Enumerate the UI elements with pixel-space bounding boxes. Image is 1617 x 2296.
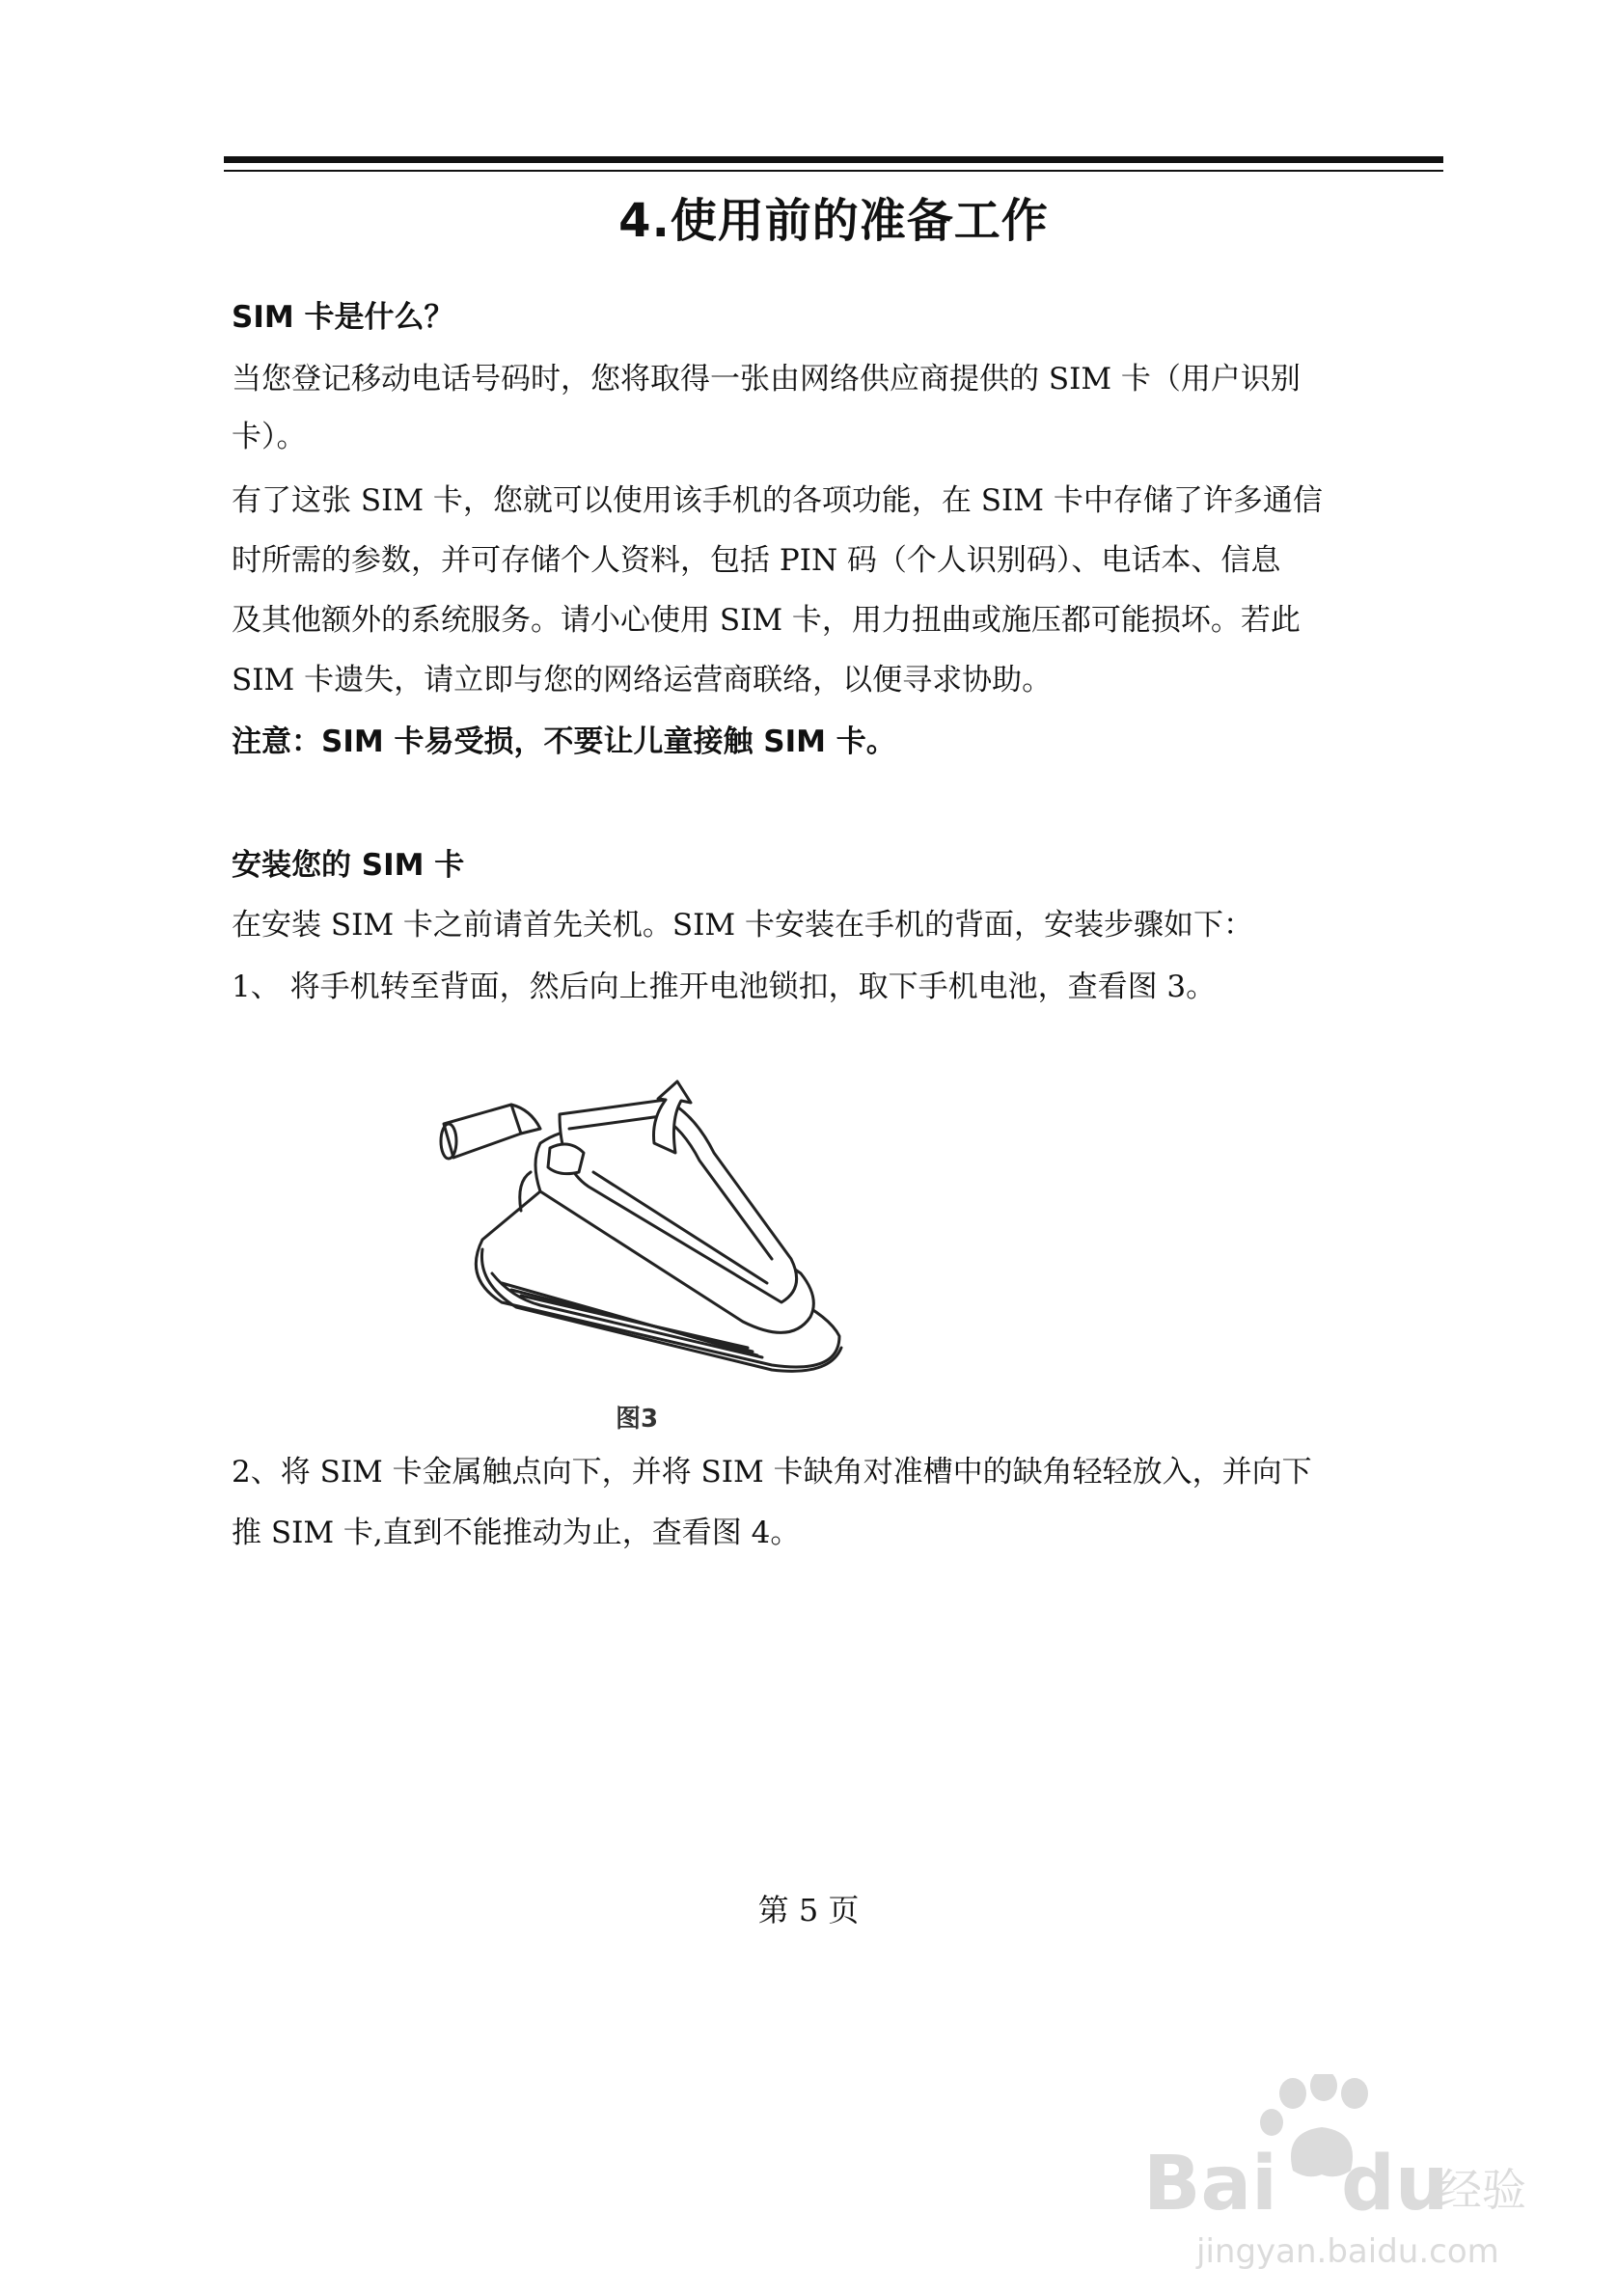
watermark-url: jingyan.baidu.com: [1196, 2232, 1499, 2271]
paw-toe-icon: [1279, 2078, 1306, 2109]
paragraph-line: 在安装 SIM 卡之前请首先关机。SIM 卡安装在手机的背面，安装步骤如下：: [232, 908, 1254, 943]
paragraph-line: 当您登记移动电话号码时，您将取得一张由网络供应商提供的 SIM 卡（用户识别: [232, 362, 1301, 396]
figure-caption: 图3: [615, 1405, 659, 1434]
step-2-line: 推 SIM 卡,直到不能推动为止，查看图 4。: [232, 1516, 801, 1550]
watermark-brand-left: Bai: [1143, 2141, 1277, 2228]
paragraph-line: 及其他额外的系统服务。请小心使用 SIM 卡，用力扭曲或施压都可能损坏。若此: [232, 603, 1301, 638]
warning-note: 注意：SIM 卡易受损，不要让儿童接触 SIM 卡。: [232, 724, 896, 759]
step-1: 1、 将手机转至背面，然后向上推开电池锁扣，取下手机电池，查看图 3。: [232, 970, 1217, 1004]
phone-battery-removal-figure: [425, 1076, 878, 1394]
page-title: 4.使用前的准备工作: [618, 194, 1049, 248]
header-rule-thin: [224, 170, 1443, 172]
paragraph-line: 卡）。: [232, 420, 307, 454]
paragraph-line: SIM 卡遗失，请立即与您的网络运营商联络，以便寻求协助。: [232, 663, 1053, 697]
section-heading-install-sim: 安装您的 SIM 卡: [232, 848, 465, 883]
paragraph-line: 时所需的参数，并可存储个人资料，包括 PIN 码（个人识别码）、电话本、信息: [232, 543, 1281, 578]
paragraph-line: 有了这张 SIM 卡，您就可以使用该手机的各项功能，在 SIM 卡中存储了许多通信: [232, 483, 1323, 518]
watermark-brand-right: du: [1341, 2141, 1449, 2228]
paw-toe-icon: [1341, 2078, 1368, 2109]
baidu-jingyan-watermark: [1138, 2074, 1544, 2277]
page-number: 第 5 页: [757, 1892, 860, 1928]
paw-toe-icon: [1260, 2109, 1283, 2136]
step-2-line: 2、将 SIM 卡金属触点向下，并将 SIM 卡缺角对准槽中的缺角轻轻放入，并向下: [232, 1455, 1312, 1490]
section-heading-what-is-sim: SIM 卡是什么？: [232, 300, 454, 335]
watermark-suffix: 经验: [1438, 2164, 1526, 2216]
paw-toe-icon: [1310, 2074, 1337, 2101]
header-rule-thick: [224, 156, 1443, 163]
